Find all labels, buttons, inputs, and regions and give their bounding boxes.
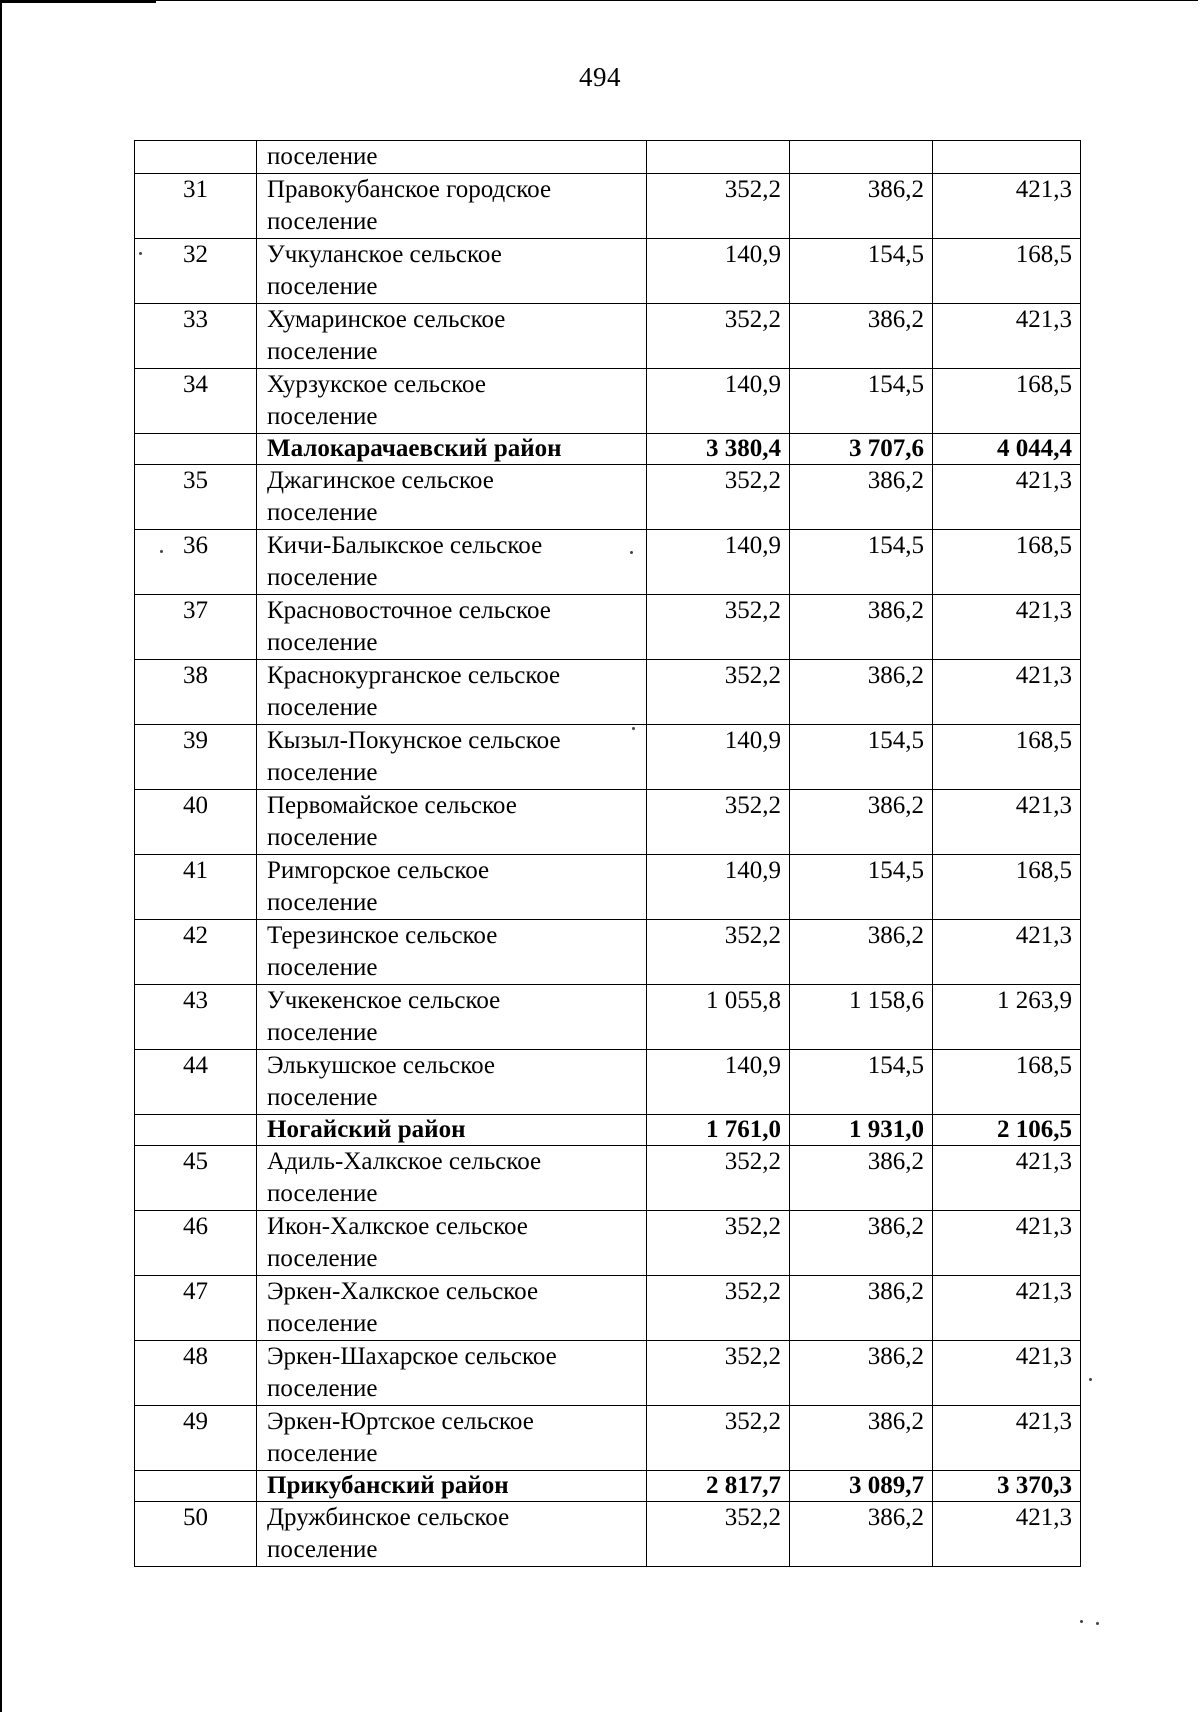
value-year-3: 168,5 (933, 855, 1081, 920)
name-line: Кичи-Балыкское сельское (267, 532, 543, 559)
name-line: Первомайское сельское (267, 792, 517, 819)
name-line: Учкекенское сельское (267, 987, 501, 1014)
row-number: 35 (135, 465, 257, 530)
row-number (135, 1115, 257, 1146)
row-number: 49 (135, 1406, 257, 1471)
name-line: Малокарачаевский район (267, 435, 562, 462)
row-number: 48 (135, 1341, 257, 1406)
name-line: поселение (267, 499, 378, 526)
name-line: Хумаринское сельское (267, 306, 506, 333)
region-name (257, 434, 647, 465)
row-number: 40 (135, 790, 257, 855)
value-year-3: 421,3 (933, 1276, 1081, 1341)
table-row (135, 660, 1081, 725)
value-year-3: 421,3 (933, 790, 1081, 855)
value-year-3: 421,3 (933, 920, 1081, 985)
value-year-3: 421,3 (933, 1146, 1081, 1211)
value-year-3: 1 263,9 (933, 985, 1081, 1050)
scan-speck (630, 551, 633, 554)
value-year-3: 421,3 (933, 1502, 1081, 1567)
name-line: поселение (267, 1375, 378, 1402)
region-name (257, 1471, 647, 1502)
value-year-1: 140,9 (647, 1050, 790, 1115)
table-row (135, 1502, 1081, 1567)
name-line: Эркен-Юртское сельское (267, 1408, 534, 1435)
name-line: поселение (267, 338, 378, 365)
value-year-2: 386,2 (790, 1502, 933, 1567)
value-year-1: 140,9 (647, 725, 790, 790)
value-year-1: 352,2 (647, 465, 790, 530)
table-row (135, 1050, 1081, 1115)
region-total-row (135, 1115, 1081, 1146)
value-year-3 (933, 141, 1081, 174)
name-line: поселение (267, 1245, 378, 1272)
name-line: поселение (267, 1440, 378, 1467)
table-row (135, 920, 1081, 985)
settlement-name (257, 465, 647, 530)
table-row (135, 1146, 1081, 1211)
page-edge-mark (0, 0, 156, 3)
name-line: Ногайский район (267, 1116, 466, 1143)
name-line: Кызыл-Покунское сельское (267, 727, 561, 754)
row-number: 50 (135, 1502, 257, 1567)
value-year-2: 386,2 (790, 465, 933, 530)
value-year-2: 154,5 (790, 855, 933, 920)
value-year-3: 168,5 (933, 1050, 1081, 1115)
value-year-1: 352,2 (647, 1406, 790, 1471)
value-year-1: 352,2 (647, 174, 790, 239)
name-line: Краснокурганское сельское (267, 662, 561, 689)
value-year-3: 421,3 (933, 660, 1081, 725)
settlement-name (257, 725, 647, 790)
table-row (135, 725, 1081, 790)
row-number: 39 (135, 725, 257, 790)
value-year-3: 421,3 (933, 1341, 1081, 1406)
value-year-1: 1 761,0 (647, 1115, 790, 1146)
value-year-3: 421,3 (933, 1211, 1081, 1276)
table-row (135, 304, 1081, 369)
value-year-2: 386,2 (790, 1211, 933, 1276)
row-number: 44 (135, 1050, 257, 1115)
region-name (257, 1115, 647, 1146)
row-number: 47 (135, 1276, 257, 1341)
row-number (135, 434, 257, 465)
value-year-1: 352,2 (647, 1276, 790, 1341)
name-line: Элькушское сельское (267, 1052, 495, 1079)
scan-speck (1089, 1378, 1092, 1381)
name-line: Эркен-Халкское сельское (267, 1278, 539, 1305)
budget-table (134, 140, 1081, 1567)
name-line: поселение (267, 564, 378, 591)
settlement-name (257, 304, 647, 369)
value-year-2 (790, 141, 933, 174)
name-line: поселение (267, 1019, 378, 1046)
scan-speck (160, 550, 163, 553)
name-line: поселение (267, 143, 378, 170)
value-year-3: 168,5 (933, 725, 1081, 790)
name-line: Римгорское сельское (267, 857, 490, 884)
name-line: поселение (267, 954, 378, 981)
value-year-1: 352,2 (647, 1146, 790, 1211)
value-year-3: 168,5 (933, 530, 1081, 595)
value-year-1: 352,2 (647, 660, 790, 725)
settlement-name (257, 1406, 647, 1471)
row-number: 41 (135, 855, 257, 920)
name-line: поселение (267, 629, 378, 656)
page-number: 494 (579, 62, 621, 92)
row-number: 42 (135, 920, 257, 985)
name-line: Правокубанское городское (267, 176, 552, 203)
name-line: поселение (267, 694, 378, 721)
name-line: Дружбинское сельское (267, 1504, 510, 1531)
row-number: 31 (135, 174, 257, 239)
value-year-1: 140,9 (647, 239, 790, 304)
value-year-1: 352,2 (647, 1211, 790, 1276)
value-year-2: 386,2 (790, 174, 933, 239)
row-number: 36 (135, 530, 257, 595)
value-year-3: 421,3 (933, 304, 1081, 369)
scan-speck (1080, 1620, 1083, 1623)
value-year-1: 352,2 (647, 920, 790, 985)
settlement-name (257, 920, 647, 985)
table-row (135, 1211, 1081, 1276)
table-row (135, 239, 1081, 304)
table-row (135, 1276, 1081, 1341)
value-year-2: 154,5 (790, 369, 933, 434)
name-line: поселение (267, 1310, 378, 1337)
region-total-row (135, 1471, 1081, 1502)
value-year-1: 352,2 (647, 790, 790, 855)
settlement-name (257, 1050, 647, 1115)
settlement-name (257, 1211, 647, 1276)
settlement-name (257, 141, 647, 174)
settlement-name (257, 1341, 647, 1406)
value-year-2: 386,2 (790, 790, 933, 855)
row-number: 33 (135, 304, 257, 369)
table-body (135, 141, 1081, 1567)
value-year-1: 3 380,4 (647, 434, 790, 465)
row-number (135, 1471, 257, 1502)
value-year-2: 386,2 (790, 660, 933, 725)
table-row (135, 1406, 1081, 1471)
name-line: поселение (267, 889, 378, 916)
name-line: Джагинское сельское (267, 467, 494, 494)
value-year-1: 352,2 (647, 1341, 790, 1406)
value-year-3: 421,3 (933, 465, 1081, 530)
value-year-2: 386,2 (790, 1276, 933, 1341)
value-year-1: 352,2 (647, 1502, 790, 1567)
value-year-2: 1 158,6 (790, 985, 933, 1050)
value-year-2: 1 931,0 (790, 1115, 933, 1146)
value-year-2: 386,2 (790, 595, 933, 660)
name-line: Адиль-Халкское сельское (267, 1148, 542, 1175)
settlement-name (257, 790, 647, 855)
value-year-1: 2 817,7 (647, 1471, 790, 1502)
settlement-name (257, 985, 647, 1050)
value-year-3: 168,5 (933, 239, 1081, 304)
name-line: Красновосточное сельское (267, 597, 551, 624)
name-line: Прикубанский район (267, 1472, 509, 1499)
row-number: 32 (135, 239, 257, 304)
table-row (135, 369, 1081, 434)
name-line: Терезинское сельское (267, 922, 498, 949)
value-year-1 (647, 141, 790, 174)
value-year-2: 386,2 (790, 1146, 933, 1211)
scan-speck (139, 252, 142, 255)
value-year-1: 140,9 (647, 855, 790, 920)
name-line: поселение (267, 824, 378, 851)
table-row (135, 985, 1081, 1050)
table-row (135, 1341, 1081, 1406)
row-number (135, 141, 257, 174)
value-year-1: 352,2 (647, 304, 790, 369)
row-number: 38 (135, 660, 257, 725)
name-line: Хурзукское сельское (267, 371, 486, 398)
value-year-3: 4 044,4 (933, 434, 1081, 465)
table-row (135, 174, 1081, 239)
table-row (135, 530, 1081, 595)
value-year-2: 386,2 (790, 1406, 933, 1471)
value-year-2: 154,5 (790, 1050, 933, 1115)
name-line: поселение (267, 759, 378, 786)
settlement-name (257, 1146, 647, 1211)
value-year-2: 154,5 (790, 725, 933, 790)
settlement-name (257, 174, 647, 239)
value-year-2: 386,2 (790, 304, 933, 369)
settlement-name (257, 1502, 647, 1567)
name-line: поселение (267, 1084, 378, 1111)
value-year-2: 3 707,6 (790, 434, 933, 465)
settlement-name (257, 1276, 647, 1341)
row-number: 34 (135, 369, 257, 434)
settlement-name (257, 369, 647, 434)
name-line: поселение (267, 403, 378, 430)
settlement-name (257, 660, 647, 725)
region-total-row (135, 434, 1081, 465)
row-number: 37 (135, 595, 257, 660)
name-line: Учкуланское сельское (267, 241, 502, 268)
value-year-1: 1 055,8 (647, 985, 790, 1050)
value-year-2: 3 089,7 (790, 1471, 933, 1502)
scan-speck (1096, 1622, 1099, 1625)
settlement-name (257, 595, 647, 660)
value-year-3: 421,3 (933, 595, 1081, 660)
value-year-1: 140,9 (647, 530, 790, 595)
row-number: 43 (135, 985, 257, 1050)
table-row (135, 855, 1081, 920)
settlement-name (257, 239, 647, 304)
name-line: поселение (267, 208, 378, 235)
value-year-2: 386,2 (790, 1341, 933, 1406)
name-line: поселение (267, 1536, 378, 1563)
name-line: Эркен-Шахарское сельское (267, 1343, 557, 1370)
value-year-2: 154,5 (790, 530, 933, 595)
value-year-1: 352,2 (647, 595, 790, 660)
value-year-3: 3 370,3 (933, 1471, 1081, 1502)
value-year-3: 421,3 (933, 174, 1081, 239)
value-year-2: 154,5 (790, 239, 933, 304)
name-line: Икон-Халкское сельское (267, 1213, 528, 1240)
settlement-name (257, 855, 647, 920)
row-number: 46 (135, 1211, 257, 1276)
value-year-1: 140,9 (647, 369, 790, 434)
table-row (135, 141, 1081, 174)
row-number: 45 (135, 1146, 257, 1211)
scan-speck (632, 727, 635, 730)
value-year-3: 2 106,5 (933, 1115, 1081, 1146)
settlement-name (257, 530, 647, 595)
table-row (135, 465, 1081, 530)
value-year-3: 168,5 (933, 369, 1081, 434)
value-year-2: 386,2 (790, 920, 933, 985)
name-line: поселение (267, 1180, 378, 1207)
name-line: поселение (267, 273, 378, 300)
table-row (135, 790, 1081, 855)
value-year-3: 421,3 (933, 1406, 1081, 1471)
table-row (135, 595, 1081, 660)
